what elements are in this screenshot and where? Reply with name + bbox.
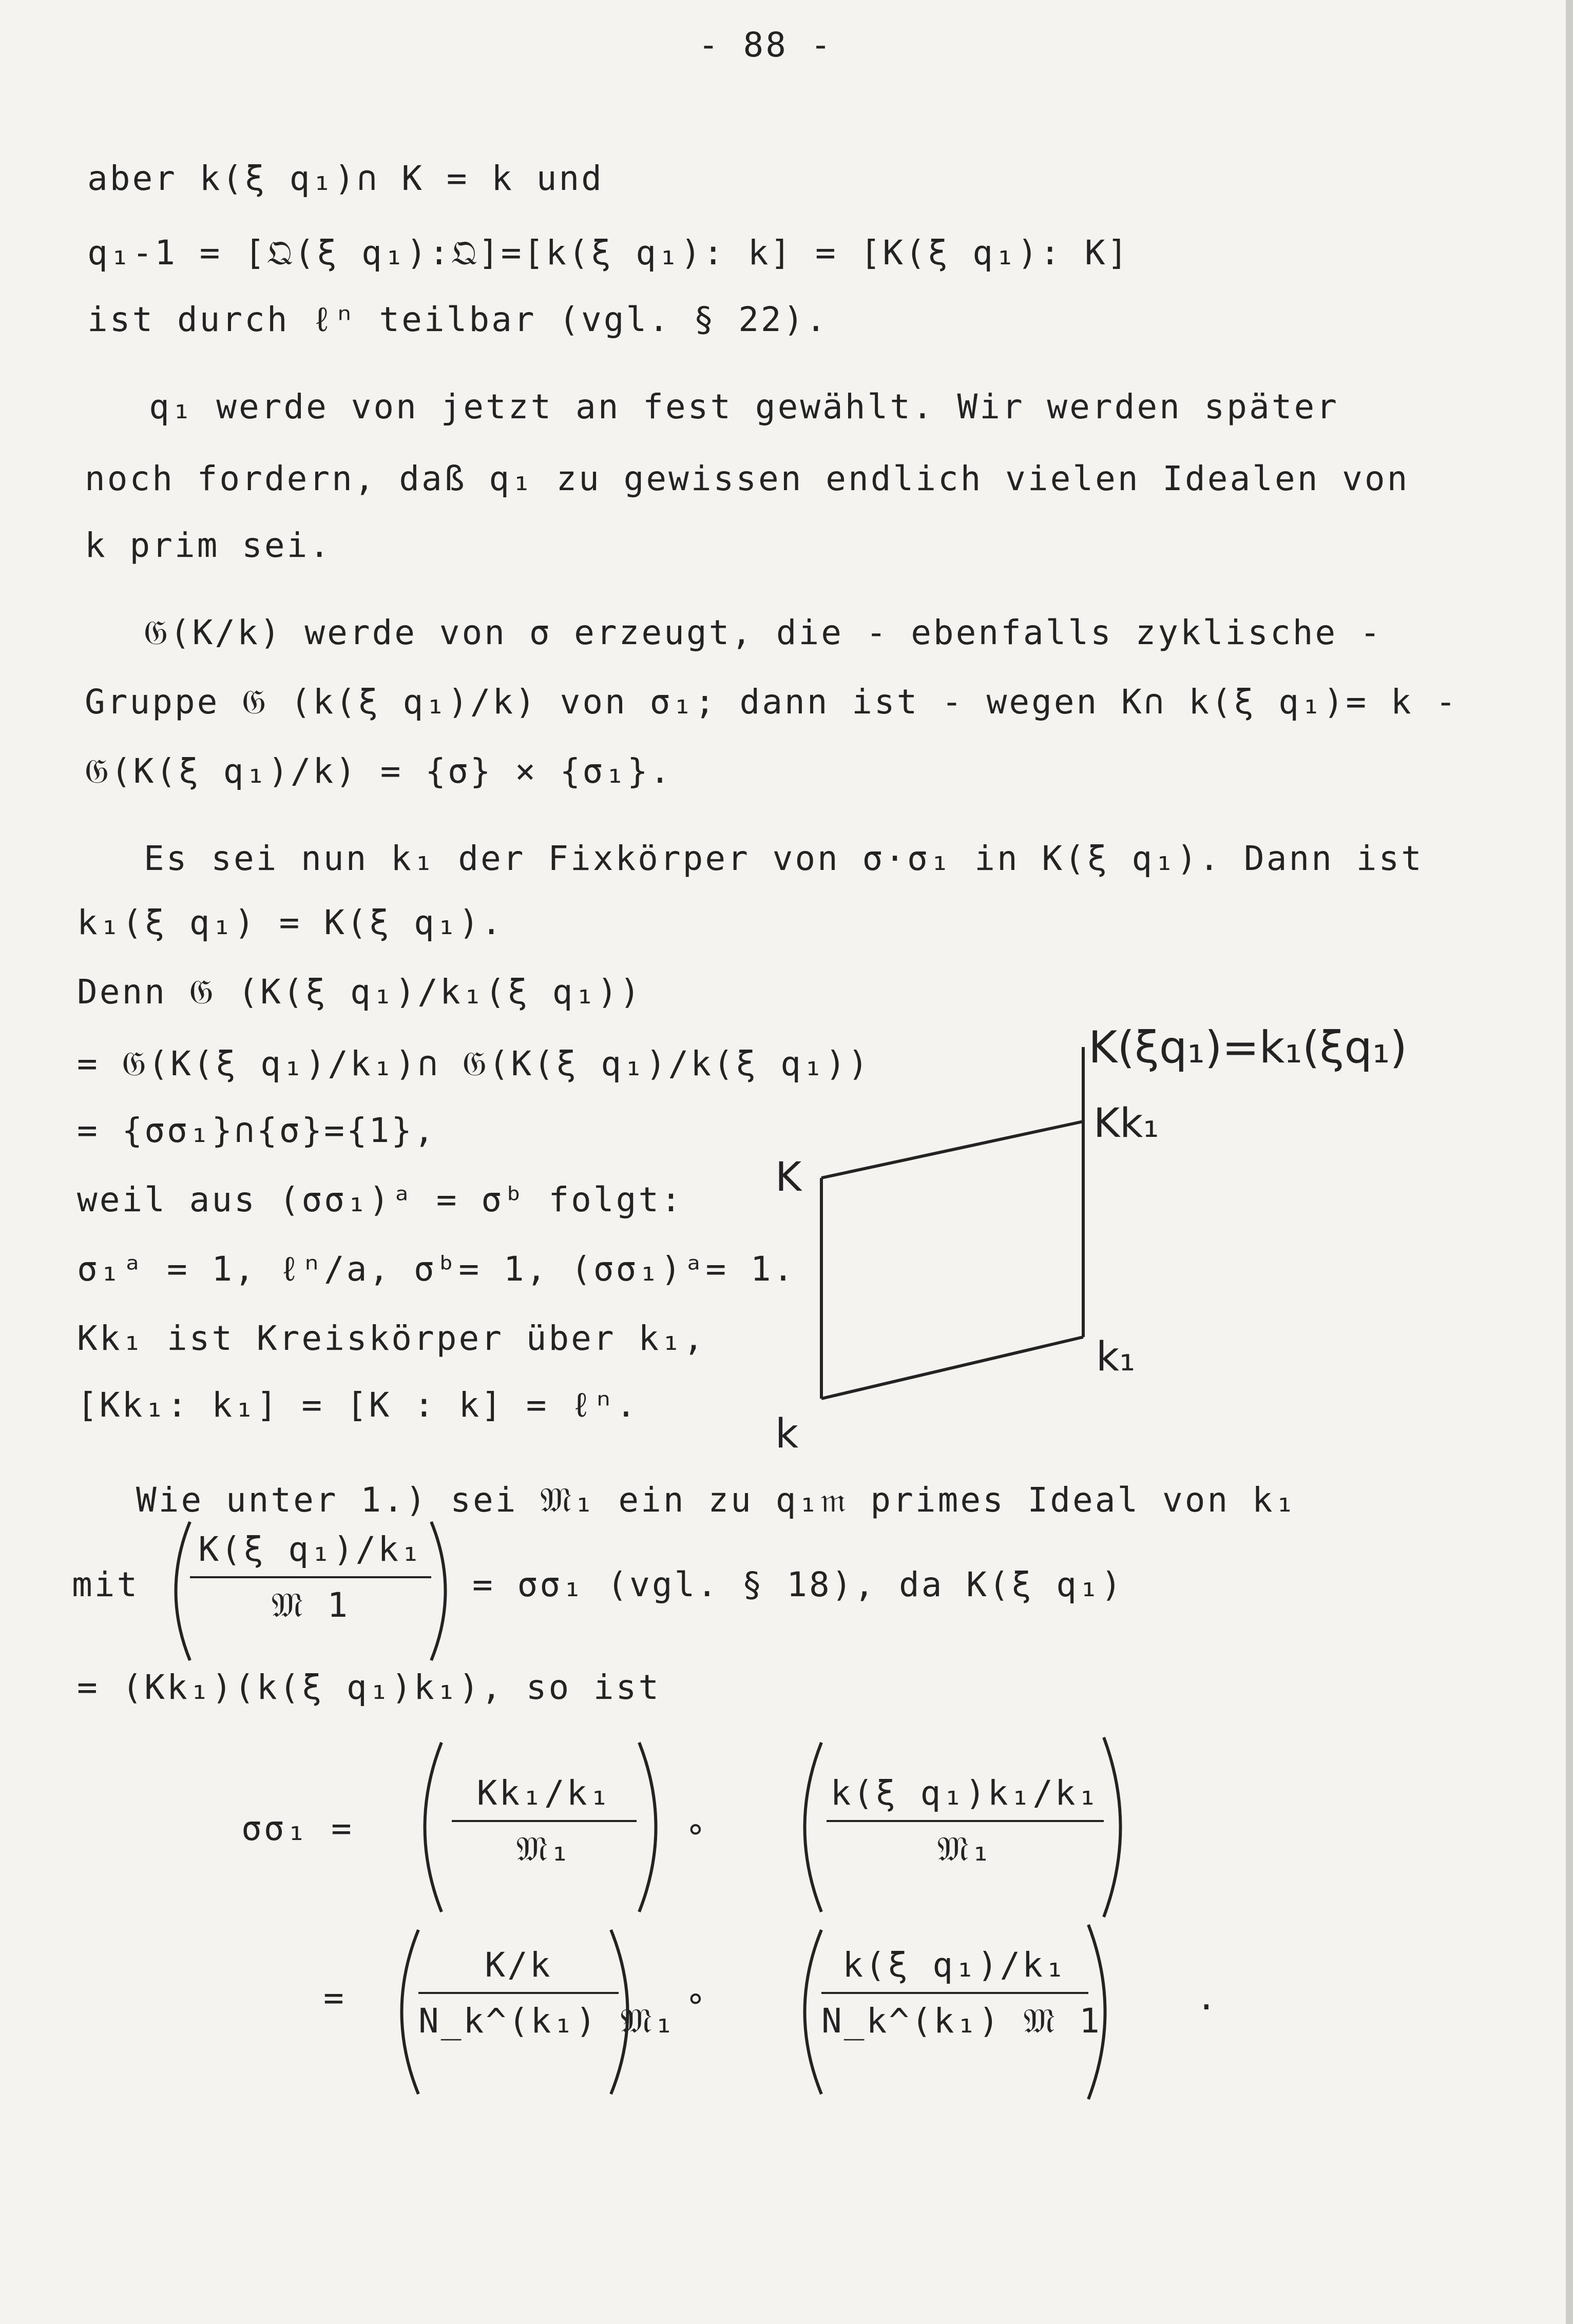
- text-line-5: noch fordern, daß q₁ zu gewissen endlich vielen Idealen von: [85, 459, 1410, 498]
- text-mit: mit: [72, 1565, 140, 1604]
- fraction-f3: [827, 1773, 1104, 1870]
- eq1-product-dot: ∘: [685, 1809, 708, 1848]
- text-line-3: ist durch ℓⁿ teilbar (vgl. § 22).: [87, 300, 829, 339]
- fraction-f3-denominator: 𝔐₁: [937, 1829, 993, 1869]
- text-line-10: Es sei nun k₁ der Fixkörper von σ·σ₁ in K(ξ q₁). Dann ist: [144, 839, 1424, 878]
- text-line-15: weil aus (σσ₁)ᵃ = σᵇ folgt:: [77, 1180, 683, 1219]
- left-paren-f5: [785, 1927, 827, 2097]
- fraction-f4-bar: [418, 1992, 619, 1994]
- right-paren-f5: [1083, 1922, 1124, 2102]
- text-line-8: Gruppe 𝔊 (k(ξ q₁)/k) von σ₁; dann ist - wegen K∩ k(ξ q₁)= k -: [85, 682, 1459, 722]
- fraction-f4: [418, 1945, 677, 2042]
- left-paren-f2: [406, 1740, 447, 1914]
- text-line-6: k prim sei.: [85, 526, 332, 565]
- diagram-top-edge: [821, 1121, 1083, 1178]
- fraction-f1-bar: [190, 1576, 431, 1578]
- text-line-19: Wie unter 1.) sei 𝔐₁ ein zu q₁𝔪 primes Ideal von k₁: [136, 1480, 1297, 1520]
- right-paren-f2: [634, 1740, 675, 1914]
- diagram-label-k1: k₁: [1096, 1334, 1136, 1380]
- diagram-label-k: k: [775, 1411, 799, 1457]
- text-line-7: 𝔊(K/k) werde von σ erzeugt, die - ebenfalls zyklische -: [144, 613, 1383, 652]
- fraction-f5: [821, 1945, 1102, 2042]
- page-number: - 88 -: [698, 25, 833, 65]
- eq1-lhs: σσ₁ =: [241, 1809, 354, 1848]
- fraction-f4-numerator: K/k: [485, 1945, 552, 1985]
- text-line-20-rest: = σσ₁ (vgl. § 18), da K(ξ q₁): [472, 1565, 1124, 1604]
- text-line-13: = 𝔊(K(ξ q₁)/k₁)∩ 𝔊(K(ξ q₁)/k(ξ q₁)): [77, 1044, 871, 1083]
- fraction-f5-bar: [821, 1992, 1088, 1994]
- page-edge: [1566, 0, 1573, 2324]
- fraction-f2: [452, 1773, 637, 1870]
- fraction-f1-numerator: K(ξ q₁)/k₁: [198, 1529, 423, 1569]
- diagram-label-top: K(ξq₁)=k₁(ξq₁): [1088, 1022, 1407, 1073]
- text-line-1: aber k(ξ q₁)∩ K = k und: [87, 159, 604, 198]
- fraction-f3-numerator: k(ξ q₁)k₁/k₁: [830, 1773, 1100, 1813]
- diagram-label-K: K: [775, 1154, 802, 1200]
- diagram-bottom-edge: [821, 1337, 1083, 1399]
- eq2-product-dot: ∘: [685, 1978, 708, 2018]
- fraction-f5-numerator: k(ξ q₁)/k₁: [842, 1945, 1067, 1985]
- right-paren-f3: [1099, 1735, 1140, 1920]
- diagram-label-kk1: Kk₁: [1094, 1100, 1159, 1147]
- eq2-period: .: [1196, 1978, 1219, 2018]
- text-line-17: Kk₁ ist Kreiskörper über k₁,: [77, 1319, 706, 1358]
- right-paren-f4: [606, 1927, 647, 2097]
- fraction-f2-denominator: 𝔐₁: [516, 1829, 572, 1869]
- fraction-f3-bar: [827, 1820, 1104, 1822]
- left-paren-f3: [785, 1740, 827, 1914]
- text-line-14: = {σσ₁}∩{σ}={1},: [77, 1111, 436, 1150]
- text-line-4: q₁ werde von jetzt an fest gewählt. Wir werden später: [149, 387, 1339, 427]
- text-line-11: k₁(ξ q₁) = K(ξ q₁).: [77, 903, 504, 942]
- text-line-9: 𝔊(K(ξ q₁)/k) = {σ} × {σ₁}.: [85, 751, 673, 791]
- text-line-2: q₁-1 = [𝔔(ξ q₁):𝔔]=[k(ξ q₁): k] = [K(ξ q₁): K]: [87, 233, 1130, 273]
- right-paren-f1: [426, 1519, 462, 1663]
- field-extension-diagram: [739, 996, 1417, 1478]
- text-line-18: [Kk₁: k₁] = [K : k] = ℓⁿ.: [77, 1385, 639, 1425]
- text-line-21: = (Kk₁)(k(ξ q₁)k₁), so ist: [77, 1668, 661, 1707]
- eq2-lhs: =: [323, 1978, 346, 2018]
- text-line-12: Denn 𝔊 (K(ξ q₁)/k₁(ξ q₁)): [77, 972, 642, 1012]
- fraction-f2-bar: [452, 1820, 637, 1822]
- fraction-f4-denominator: N_k^(k₁) 𝔐₁: [418, 2001, 677, 2041]
- fraction-f1: [190, 1529, 431, 1626]
- fraction-f1-denominator: 𝔐 1: [271, 1585, 350, 1625]
- left-paren-f4: [382, 1927, 424, 2097]
- text-line-16: σ₁ᵃ = 1, ℓⁿ/a, σᵇ= 1, (σσ₁)ᵃ= 1.: [77, 1249, 796, 1289]
- fraction-f2-numerator: Kk₁/k₁: [476, 1773, 612, 1813]
- fraction-f5-denominator: N_k^(k₁) 𝔐 1: [821, 2001, 1102, 2041]
